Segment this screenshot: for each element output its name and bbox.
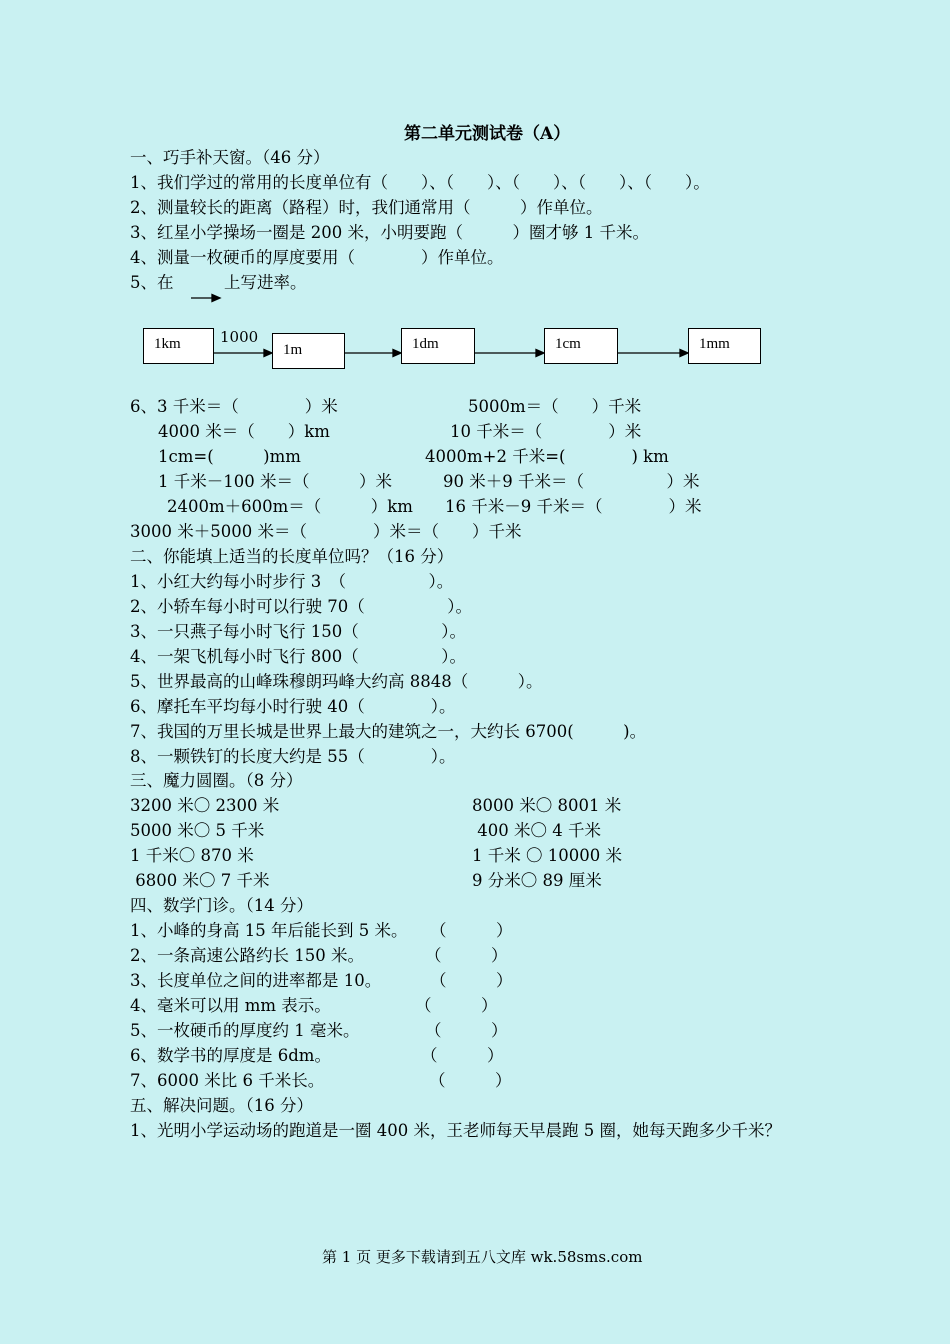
q6-r3c2: 4000m+2 千米=( ) km bbox=[425, 447, 669, 466]
rate-label: 1000 bbox=[220, 328, 259, 346]
question-1-2: 2、测量较长的距离（路程）时，我们通常用（ ）作单位。 bbox=[130, 198, 603, 217]
unit-box-m: 1m bbox=[272, 333, 345, 369]
compare-left-3: 1 千米〇 870 米 bbox=[130, 846, 254, 865]
section2-heading: 二、你能填上适当的长度单位吗？（16 分） bbox=[130, 547, 454, 566]
section3-heading: 三、魔力圆圈。（8 分） bbox=[130, 771, 303, 790]
compare-left-4: 6800 米〇 7 千米 bbox=[130, 871, 270, 890]
question-2-4: 4、一架飞机每小时飞行 800（ ）。 bbox=[130, 647, 466, 666]
judge-1-text: 1、小峰的身高 15 年后能长到 5 米。 bbox=[130, 921, 408, 940]
q6-r5c1: 2400m＋600m＝（ ）km bbox=[167, 497, 413, 516]
q6-r2c1: 4000 米＝（ ）km bbox=[158, 422, 330, 441]
question-5-1: 1、光明小学运动场的跑道是一圈 400 米，王老师每天早晨跑 5 圈，她每天跑多少千米？ bbox=[130, 1121, 781, 1140]
judge-2-paren: （ ） bbox=[425, 946, 508, 965]
unit-box-km: 1km bbox=[143, 328, 214, 364]
question-2-7: 7、我国的万里长城是世界上最大的建筑之一，大约长 6700( )。 bbox=[130, 722, 647, 741]
question-1-4: 4、测量一枚硬币的厚度要用（ ）作单位。 bbox=[130, 248, 504, 267]
q6-r5c2: 16 千米－9 千米＝（ ）米 bbox=[445, 497, 702, 516]
judge-3-text: 3、长度单位之间的进率都是 10。 bbox=[130, 971, 382, 990]
question-2-8: 8、一颗铁钉的长度大约是 55（ ）。 bbox=[130, 747, 456, 766]
question-1-1: 1、我们学过的常用的长度单位有（ ）、（ ）、（ ）、（ ）、（ ）。 bbox=[130, 173, 710, 192]
judge-6-text: 6、数学书的厚度是 6dm。 bbox=[130, 1046, 331, 1065]
judge-5-text: 5、一枚硬币的厚度约 1 毫米。 bbox=[130, 1021, 360, 1040]
question-2-6: 6、摩托车平均每小时行驶 40（ ）。 bbox=[130, 697, 456, 716]
judge-2-text: 2、一条高速公路约长 150 米。 bbox=[130, 946, 364, 965]
question-2-1: 1、小红大约每小时步行 3 （ ）。 bbox=[130, 572, 454, 591]
compare-right-3: 1 千米 〇 10000 米 bbox=[472, 846, 622, 865]
section1-heading: 一、巧手补天窗。（46 分） bbox=[130, 148, 330, 167]
judge-5-paren: （ ） bbox=[425, 1021, 508, 1040]
question-1-5-prefix: 5、在 bbox=[130, 273, 174, 292]
judge-7-text: 7、6000 米比 6 千米长。 bbox=[130, 1071, 325, 1090]
compare-right-1: 8000 米〇 8001 米 bbox=[472, 796, 622, 815]
compare-right-2: 400 米〇 4 千米 bbox=[472, 821, 601, 840]
question-2-2: 2、小轿车每小时可以行驶 70（ ）。 bbox=[130, 597, 472, 616]
question-2-3: 3、一只燕子每小时飞行 150（ ）。 bbox=[130, 622, 466, 641]
judge-7-paren: （ ） bbox=[429, 1071, 512, 1090]
compare-right-4: 9 分米〇 89 厘米 bbox=[472, 871, 602, 890]
question-1-3: 3、红星小学操场一圈是 200 米，小明要跑（ ）圈才够 1 千米。 bbox=[130, 223, 649, 242]
q6-r1c1: 6、3 千米＝（ ）米 bbox=[130, 397, 338, 416]
page-footer: 第 1 页 更多下载请到五八文库 wk.58sms.com bbox=[322, 1248, 643, 1266]
q6-r2c2: 10 千米＝（ ）米 bbox=[450, 422, 642, 441]
judge-3-paren: （ ） bbox=[430, 971, 513, 990]
section5-heading: 五、解决问题。（16 分） bbox=[130, 1096, 313, 1115]
question-2-5: 5、世界最高的山峰珠穆朗玛峰大约高 8848（ ）。 bbox=[130, 672, 543, 691]
judge-1-paren: （ ） bbox=[430, 921, 513, 940]
q6-r6: 3000 米＋5000 米＝（ ）米＝（ ）千米 bbox=[130, 522, 522, 541]
q6-r3c1: 1cm=( )mm bbox=[158, 447, 301, 466]
judge-4-paren: （ ） bbox=[415, 996, 498, 1015]
q6-r4c1: 1 千米－100 米＝（ ）米 bbox=[158, 472, 392, 491]
compare-left-2: 5000 米〇 5 千米 bbox=[130, 821, 265, 840]
q6-r4c2: 90 米＋9 千米＝（ ）米 bbox=[443, 472, 700, 491]
unit-box-mm: 1mm bbox=[688, 328, 761, 364]
judge-6-paren: （ ） bbox=[421, 1046, 504, 1065]
unit-box-cm: 1cm bbox=[544, 328, 618, 364]
question-1-5-suffix: 上写进率。 bbox=[224, 273, 307, 292]
unit-box-dm: 1dm bbox=[401, 328, 475, 364]
section4-heading: 四、数学门诊。（14 分） bbox=[130, 896, 313, 915]
compare-left-1: 3200 米〇 2300 米 bbox=[130, 796, 280, 815]
judge-4-text: 4、毫米可以用 mm 表示。 bbox=[130, 996, 331, 1015]
page-title: 第二单元测试卷（A） bbox=[404, 124, 571, 144]
q6-r1c2: 5000m＝（ ）千米 bbox=[468, 397, 642, 416]
